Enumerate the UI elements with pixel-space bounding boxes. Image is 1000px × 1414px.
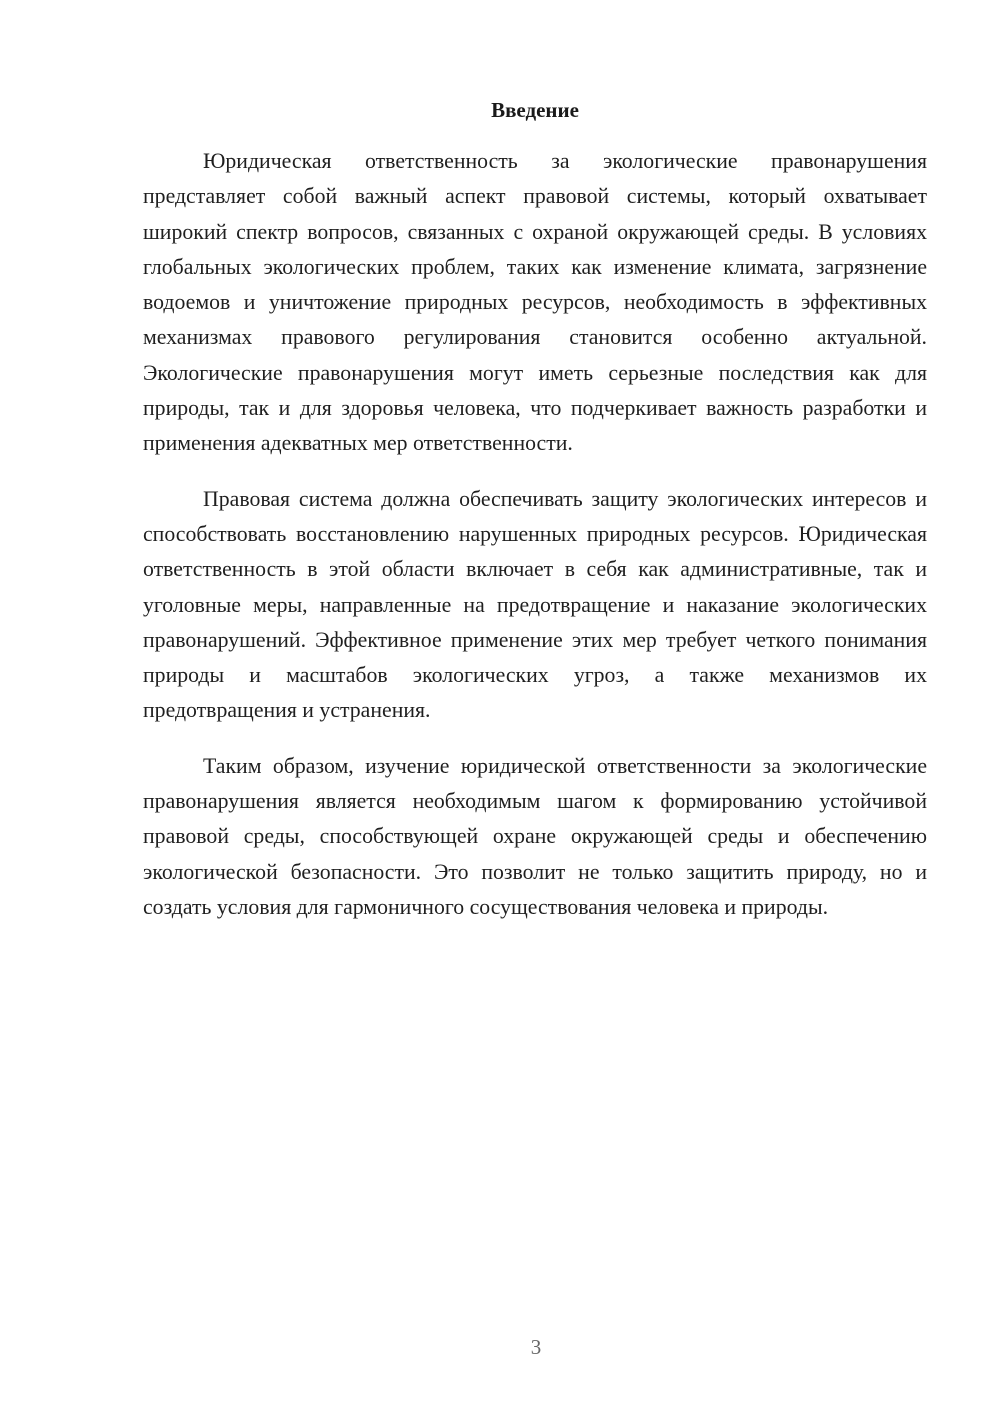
paragraph-3: Таким образом, изучение юридической ответственности за экологические правонарушения является необходимым шагом к формированию устойчивой правовой среды, способствующей охране окружающей среды и обеспечению экологической безопасности. Это позволит не только защитить природу, но и создать условия для гармоничного сосуществования человека и природы.: [143, 753, 927, 919]
paragraph-2: Правовая система должна обеспечивать защиту экологических интересов и способствовать восстановлению нарушенных природных ресурсов. Юридическая ответственность в этой области включает в себя как административные, так и уголовные меры, направленные на предотвращение и наказание экологических правонарушений. Эффективное применение этих мер требует четкого понимания природы и масштабов экологических угроз, а также механизмов их предотвращения и устранения.: [143, 486, 927, 723]
page-number: 3: [530, 1335, 542, 1359]
section-heading: Введение: [491, 98, 579, 122]
paragraph-1: Юридическая ответственность за экологические правонарушения представляет собой важный аспект правовой системы, который охватывает широкий спектр вопросов, связанных с охраной окружающей среды. В условиях глобальных экологических проблем, таких как изменение климата, загрязнение водоемов и уничтожение природных ресурсов, необходимость в эффективных механизмах правового регулирования становится особенно актуальной. Экологические правонарушения могут иметь серьезные последствия как для природы, так и для здоровья человека, что подчеркивает важность разработки и применения адекватных мер ответственности.: [143, 149, 927, 456]
page-content: [143, 94, 927, 945]
